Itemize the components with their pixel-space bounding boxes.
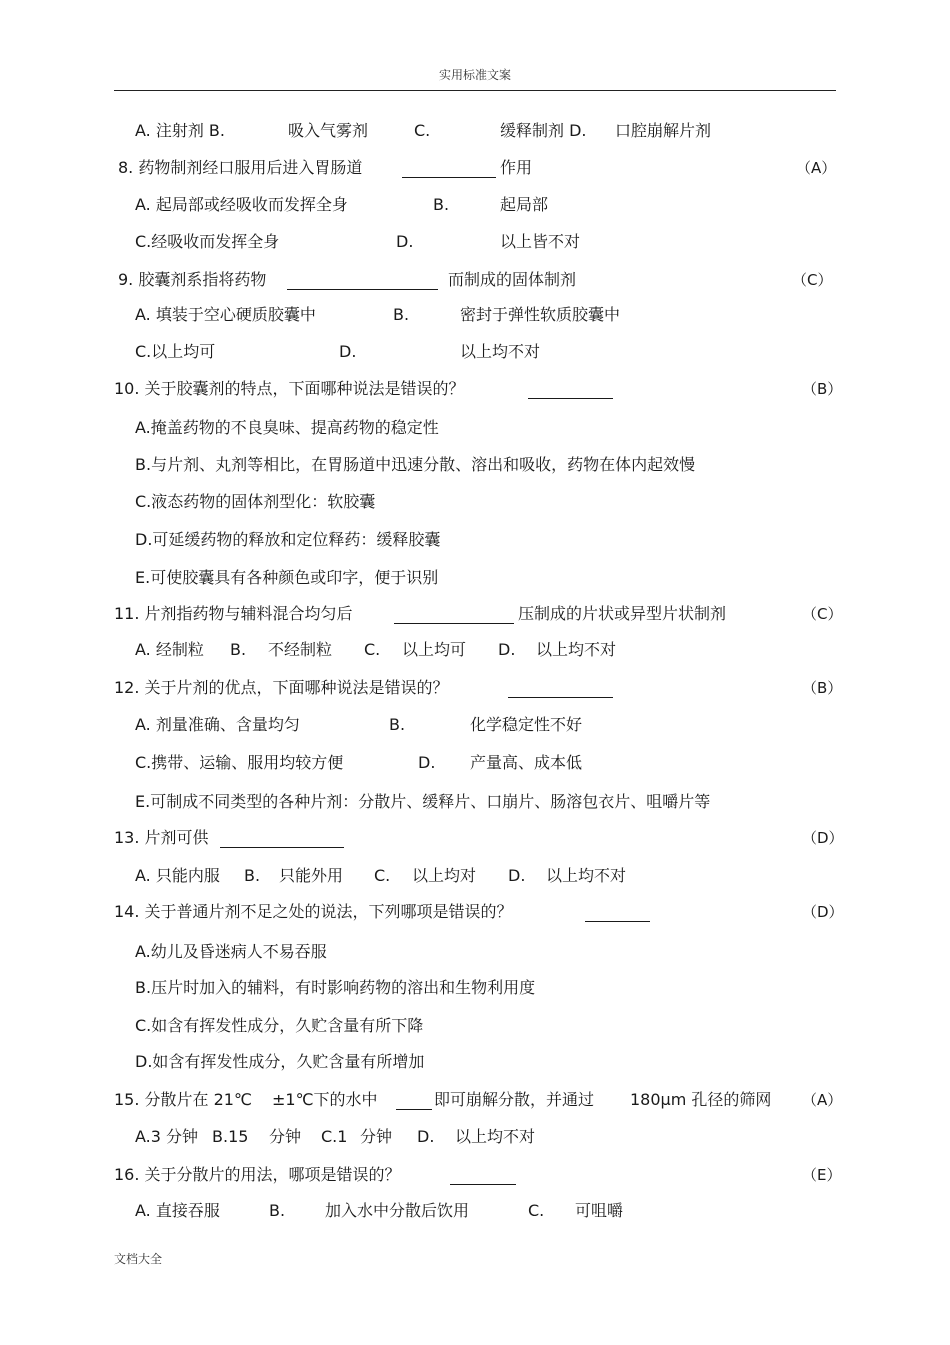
answer-key: （B） bbox=[802, 380, 843, 398]
question-line bbox=[0, 1050, 950, 1074]
option-text: B. bbox=[389, 715, 406, 734]
question-text: 14. 关于普通片剂不足之处的说法，下列哪项是错误的？ bbox=[114, 902, 513, 921]
answer-key: （C） bbox=[802, 605, 843, 623]
option-text: D. bbox=[498, 640, 516, 659]
question-line bbox=[0, 1163, 950, 1187]
answer-key: （D） bbox=[802, 829, 844, 847]
option-text: C.如含有挥发性成分，久贮含量有所下降 bbox=[135, 1016, 424, 1035]
question-line bbox=[0, 826, 950, 850]
option-text: E.可使胶囊具有各种颜色或印字，便于识别 bbox=[135, 568, 439, 587]
option-text: C.以上均可 bbox=[135, 342, 216, 361]
option-text: A. 直接吞服 bbox=[135, 1201, 220, 1220]
question-text: 9. 胶囊剂系指将药物 bbox=[118, 270, 267, 289]
option-text: 加入水中分散后饮用 bbox=[325, 1201, 470, 1220]
option-text: 吸入气雾剂 bbox=[288, 121, 369, 140]
option-text: 以上均对 bbox=[412, 866, 477, 885]
answer-blank bbox=[450, 1184, 516, 1185]
option-text: E.可制成不同类型的各种片剂：分散片、缓释片、口崩片、肠溶包衣片、咀嚼片等 bbox=[135, 792, 711, 811]
question-line bbox=[0, 193, 950, 217]
question-line bbox=[0, 790, 950, 814]
answer-key: （D） bbox=[802, 903, 844, 921]
question-text: 而制成的固体制剂 bbox=[448, 270, 577, 289]
question-line bbox=[0, 416, 950, 440]
option-text: C.液态药物的固体剂型化：软胶囊 bbox=[135, 492, 376, 511]
question-text: 13. 片剂可供 bbox=[114, 828, 209, 847]
option-text: 起局部 bbox=[500, 195, 549, 214]
option-text: A. 经制粒 bbox=[135, 640, 204, 659]
question-line bbox=[0, 377, 950, 401]
option-text: A. 剂量准确、含量均匀 bbox=[135, 715, 300, 734]
option-text: D.如含有挥发性成分，久贮含量有所增加 bbox=[135, 1052, 425, 1071]
question-text: 11. 片剂指药物与辅料混合均匀后 bbox=[114, 604, 353, 623]
question-text: 180μm 孔径的筛网 bbox=[630, 1090, 772, 1109]
option-text: A.掩盖药物的不良臭味、提高药物的稳定性 bbox=[135, 418, 439, 437]
page-header: 实用标准文案 bbox=[438, 68, 511, 82]
question-text: 8. 药物制剂经口服用后进入胃肠道 bbox=[118, 158, 363, 177]
question-line bbox=[0, 976, 950, 1000]
question-line bbox=[0, 340, 950, 364]
question-line bbox=[0, 453, 950, 477]
question-line bbox=[0, 900, 950, 924]
option-text: C. bbox=[374, 866, 391, 885]
option-text: 以上皆不对 bbox=[500, 232, 581, 251]
option-text: B.15 bbox=[212, 1127, 249, 1146]
answer-key: （C） bbox=[792, 271, 833, 289]
option-text: 化学稳定性不好 bbox=[470, 715, 583, 734]
question-text: 10. 关于胶囊剂的特点，下面哪种说法是错误的？ bbox=[114, 379, 465, 398]
option-text: C. bbox=[528, 1201, 545, 1220]
option-text: B.压片时加入的辅料，有时影响药物的溶出和生物利用度 bbox=[135, 978, 536, 997]
question-line bbox=[0, 230, 950, 254]
answer-blank bbox=[508, 697, 613, 698]
answer-key: （A） bbox=[802, 1091, 843, 1109]
answer-blank bbox=[220, 847, 344, 848]
question-line bbox=[0, 1125, 950, 1149]
question-line bbox=[0, 713, 950, 737]
option-text: B. bbox=[269, 1201, 286, 1220]
answer-key: （E） bbox=[802, 1166, 842, 1184]
option-text: 分钟 bbox=[360, 1127, 393, 1146]
option-text: C.经吸收而发挥全身 bbox=[135, 232, 280, 251]
option-text: A.3 分钟 bbox=[135, 1127, 199, 1146]
question-line bbox=[0, 940, 950, 964]
option-text: B. bbox=[230, 640, 247, 659]
option-text: B. bbox=[244, 866, 261, 885]
question-line bbox=[0, 119, 950, 143]
answer-blank bbox=[585, 921, 650, 922]
option-text: 密封于弹性软质胶囊中 bbox=[460, 305, 621, 324]
option-text: A. 只能内服 bbox=[135, 866, 220, 885]
option-text: 以上均可 bbox=[402, 640, 467, 659]
answer-blank bbox=[287, 289, 438, 290]
option-text: 以上均不对 bbox=[546, 866, 627, 885]
option-text: D. bbox=[396, 232, 414, 251]
option-text: 以上均不对 bbox=[455, 1127, 536, 1146]
option-text: C.携带、运输、服用均较方便 bbox=[135, 753, 344, 772]
option-text: A. 注射剂 B. bbox=[135, 121, 225, 140]
question-line bbox=[0, 528, 950, 552]
option-text: C. bbox=[364, 640, 381, 659]
option-text: B.与片剂、丸剂等相比，在胃肠道中迅速分散、溶出和吸收，药物在体内起效慢 bbox=[135, 455, 696, 474]
question-text: 即可崩解分散，并通过 bbox=[434, 1090, 595, 1109]
option-text: 缓释制剂 D. bbox=[500, 121, 587, 140]
option-text: 只能外用 bbox=[279, 866, 344, 885]
question-line bbox=[0, 490, 950, 514]
question-line bbox=[0, 1199, 950, 1223]
answer-blank bbox=[396, 1109, 432, 1110]
question-line bbox=[0, 1088, 950, 1112]
option-text: 以上均不对 bbox=[536, 640, 617, 659]
question-text: 12. 关于片剂的优点，下面哪种说法是错误的？ bbox=[114, 678, 449, 697]
option-text: C.1 bbox=[321, 1127, 348, 1146]
option-text: 口腔崩解片剂 bbox=[615, 121, 712, 140]
option-text: D. bbox=[339, 342, 357, 361]
option-text: 分钟 bbox=[269, 1127, 302, 1146]
question-text: 16. 关于分散片的用法，哪项是错误的？ bbox=[114, 1165, 401, 1184]
option-text: B. bbox=[433, 195, 450, 214]
question-text: 作用 bbox=[500, 158, 533, 177]
option-text: A.幼儿及昏迷病人不易吞服 bbox=[135, 942, 327, 961]
answer-blank bbox=[528, 398, 613, 399]
question-line bbox=[0, 602, 950, 626]
option-text: 以上均不对 bbox=[460, 342, 541, 361]
question-line bbox=[0, 864, 950, 888]
question-line bbox=[0, 268, 950, 292]
option-text: D. bbox=[418, 753, 436, 772]
option-text: D.可延缓药物的释放和定位释药：缓释胶囊 bbox=[135, 530, 441, 549]
option-text: B. bbox=[393, 305, 410, 324]
question-line bbox=[0, 676, 950, 700]
answer-key: （B） bbox=[802, 679, 843, 697]
question-line bbox=[0, 566, 950, 590]
answer-blank bbox=[402, 177, 496, 178]
question-text: ±1℃下的水中 bbox=[272, 1090, 378, 1109]
header-rule bbox=[114, 90, 836, 91]
option-text: D. bbox=[417, 1127, 435, 1146]
option-text: A. 起局部或经吸收而发挥全身 bbox=[135, 195, 348, 214]
question-line bbox=[0, 303, 950, 327]
answer-key: （A） bbox=[796, 159, 837, 177]
option-text: 不经制粒 bbox=[268, 640, 333, 659]
question-line bbox=[0, 751, 950, 775]
option-text: 产量高、成本低 bbox=[470, 753, 583, 772]
answer-blank bbox=[394, 623, 514, 624]
question-line bbox=[0, 1014, 950, 1038]
question-line bbox=[0, 156, 950, 180]
option-text: A. 填装于空心硬质胶囊中 bbox=[135, 305, 316, 324]
question-text: 15. 分散片在 21℃ bbox=[114, 1090, 252, 1109]
question-line bbox=[0, 638, 950, 662]
question-text: 压制成的片状或异型片状制剂 bbox=[518, 604, 727, 623]
page-footer: 文档大全 bbox=[114, 1252, 163, 1266]
option-text: 可咀嚼 bbox=[575, 1201, 624, 1220]
option-text: D. bbox=[508, 866, 526, 885]
option-text: C. bbox=[414, 121, 431, 140]
